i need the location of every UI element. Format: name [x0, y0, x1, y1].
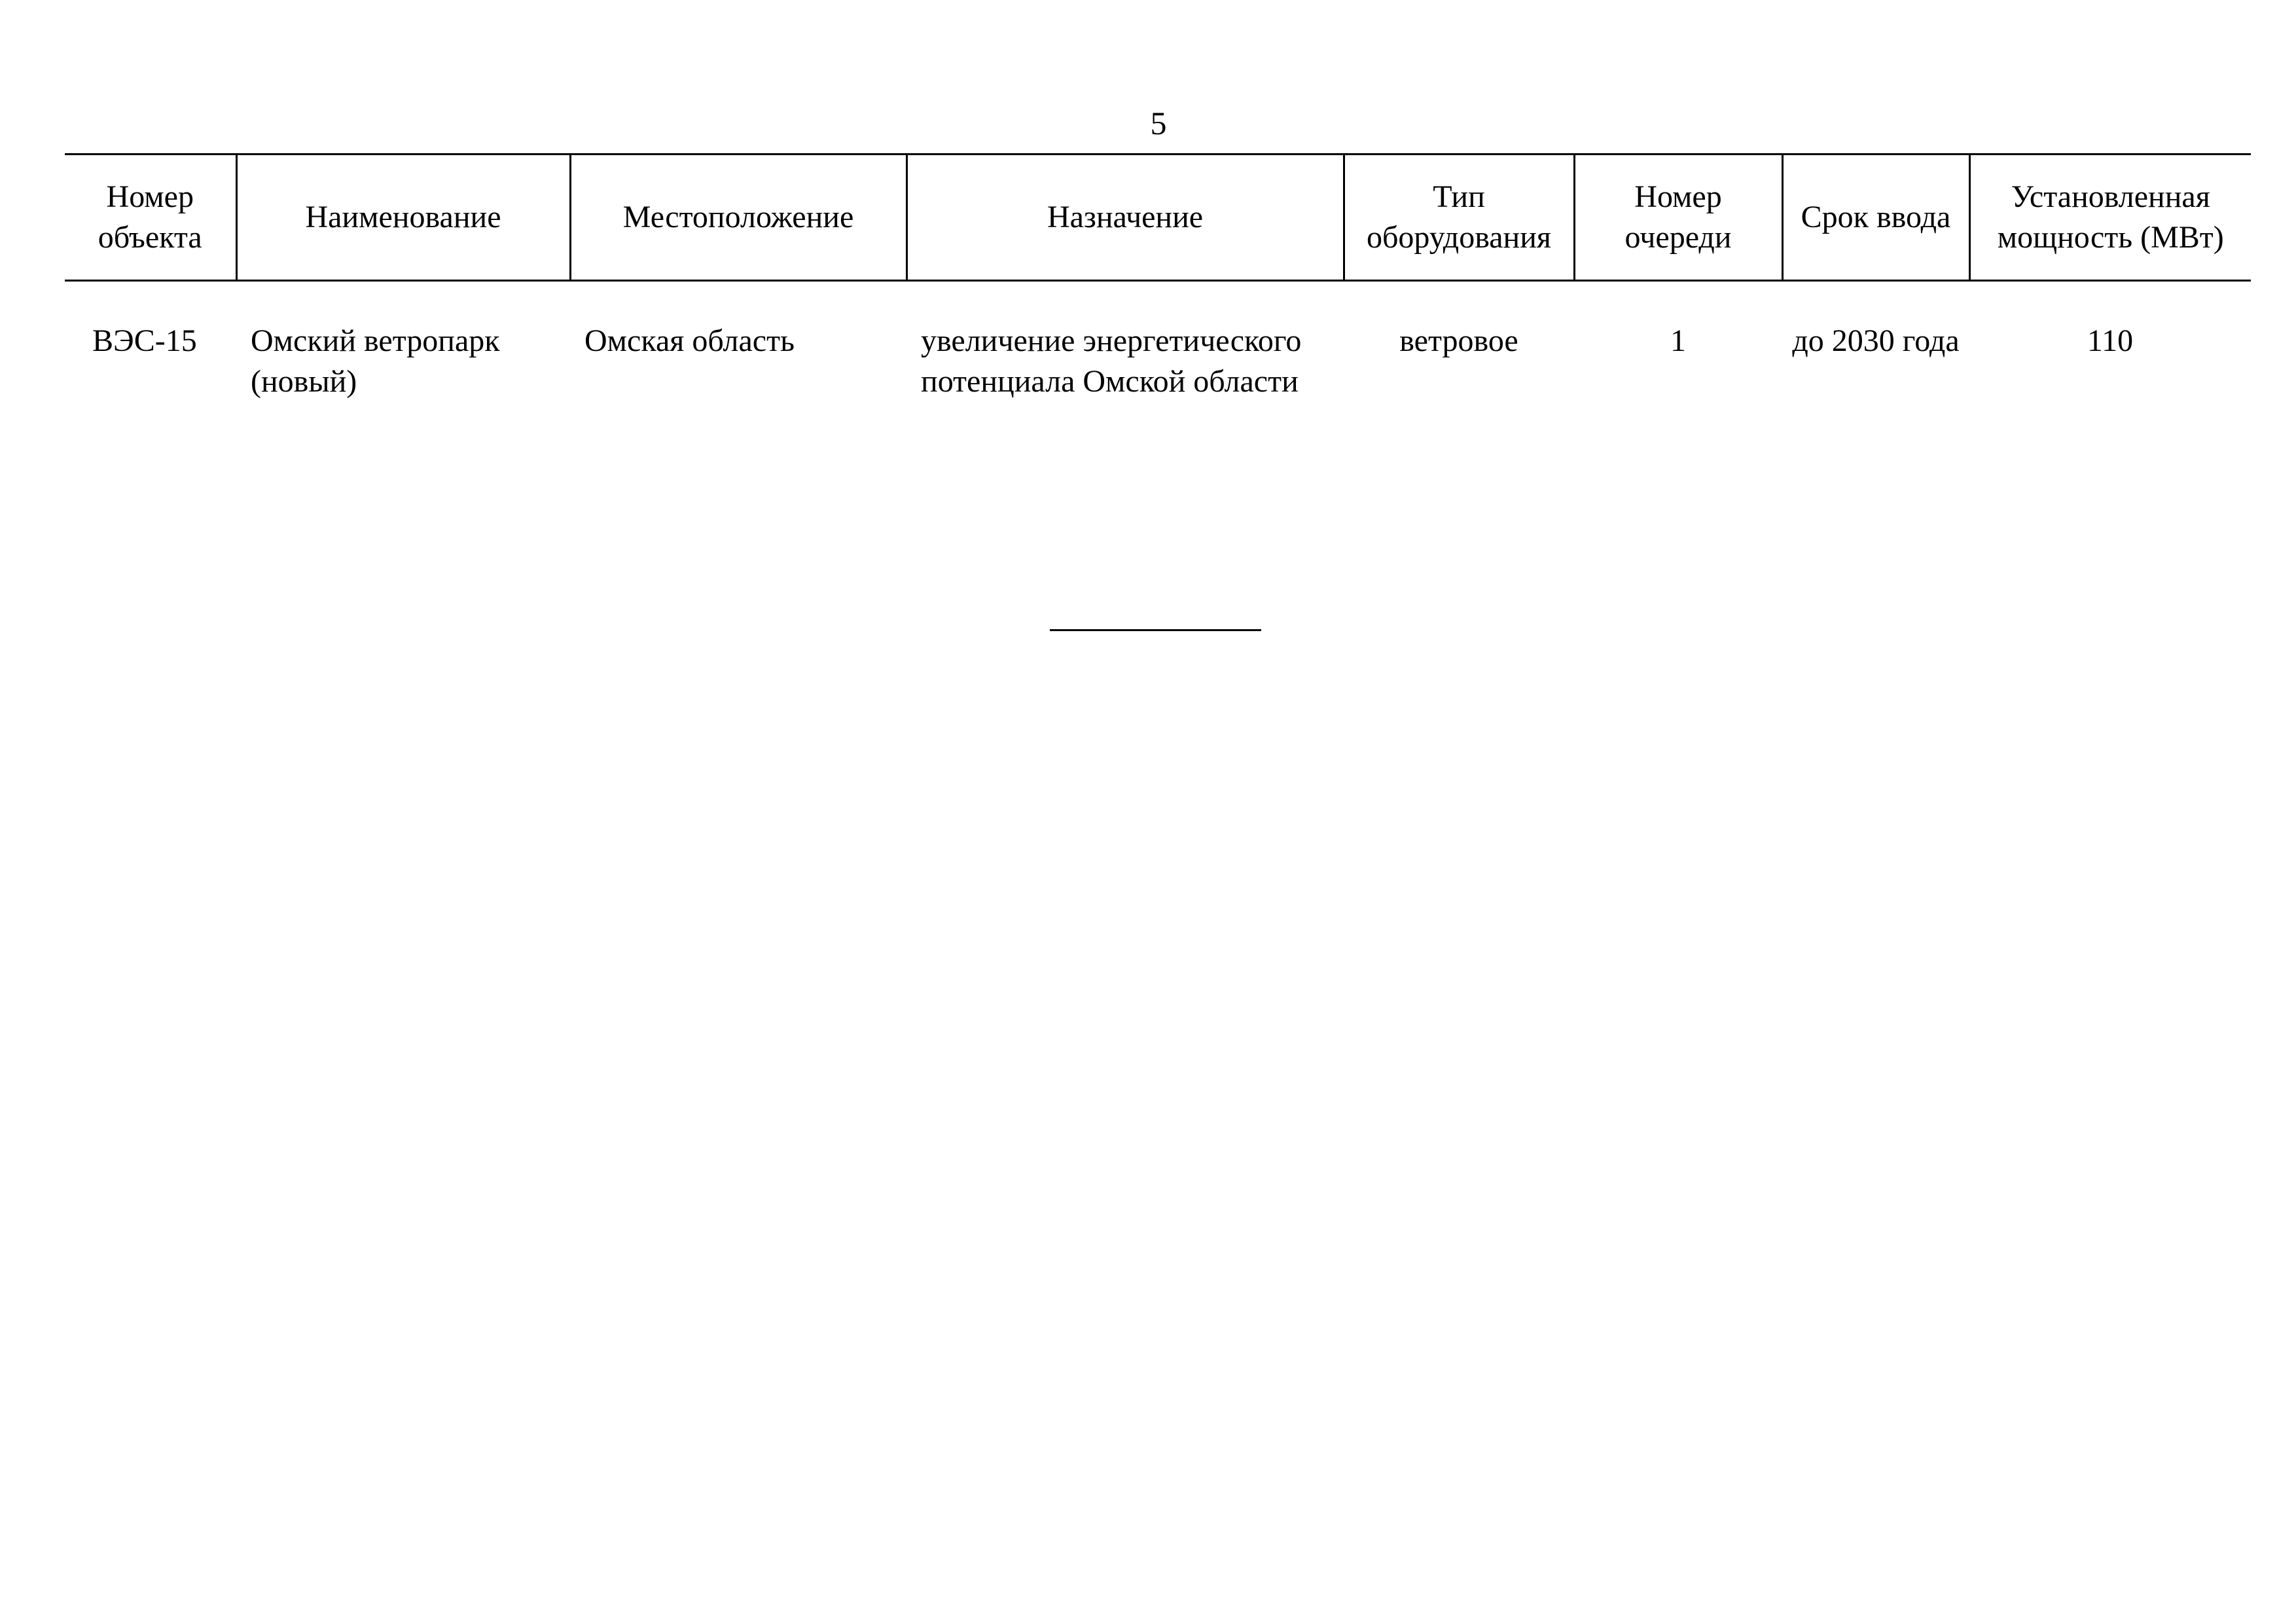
page-number: 5: [1150, 105, 1167, 141]
header-row: [65, 155, 2251, 281]
cell-location: Омская область: [584, 323, 795, 358]
header-capacity: Установленная мощность (МВт): [1969, 155, 2251, 281]
cell-equipment-type: ветровое: [1399, 323, 1518, 358]
cell-capacity: 110: [2087, 323, 2134, 358]
cell-name: Омский ветропарк (новый): [251, 323, 500, 399]
header-location: Местоположение: [570, 155, 906, 281]
table-body: [65, 281, 2251, 403]
header-equipment-type: Тип оборудования: [1344, 155, 1574, 281]
cell-stage-number: 1: [1670, 323, 1686, 358]
header-commissioning: Срок ввода: [1782, 155, 1969, 281]
header-purpose: Назначение: [906, 155, 1344, 281]
cell-object-number: ВЭС-15: [92, 323, 197, 358]
header-object-number: Номер объекта: [65, 155, 236, 281]
table-header: [65, 155, 2251, 281]
header-stage-number: Номер очереди: [1574, 155, 1782, 281]
table-row: [65, 281, 2251, 403]
end-of-document-rule: [1050, 629, 1261, 631]
cell-purpose: увеличение энергетического потенциала Омской области: [921, 323, 1302, 399]
header-name: Наименование: [236, 155, 570, 281]
cell-commissioning: до 2030 года: [1792, 323, 1960, 358]
facilities-table: [65, 153, 2251, 403]
